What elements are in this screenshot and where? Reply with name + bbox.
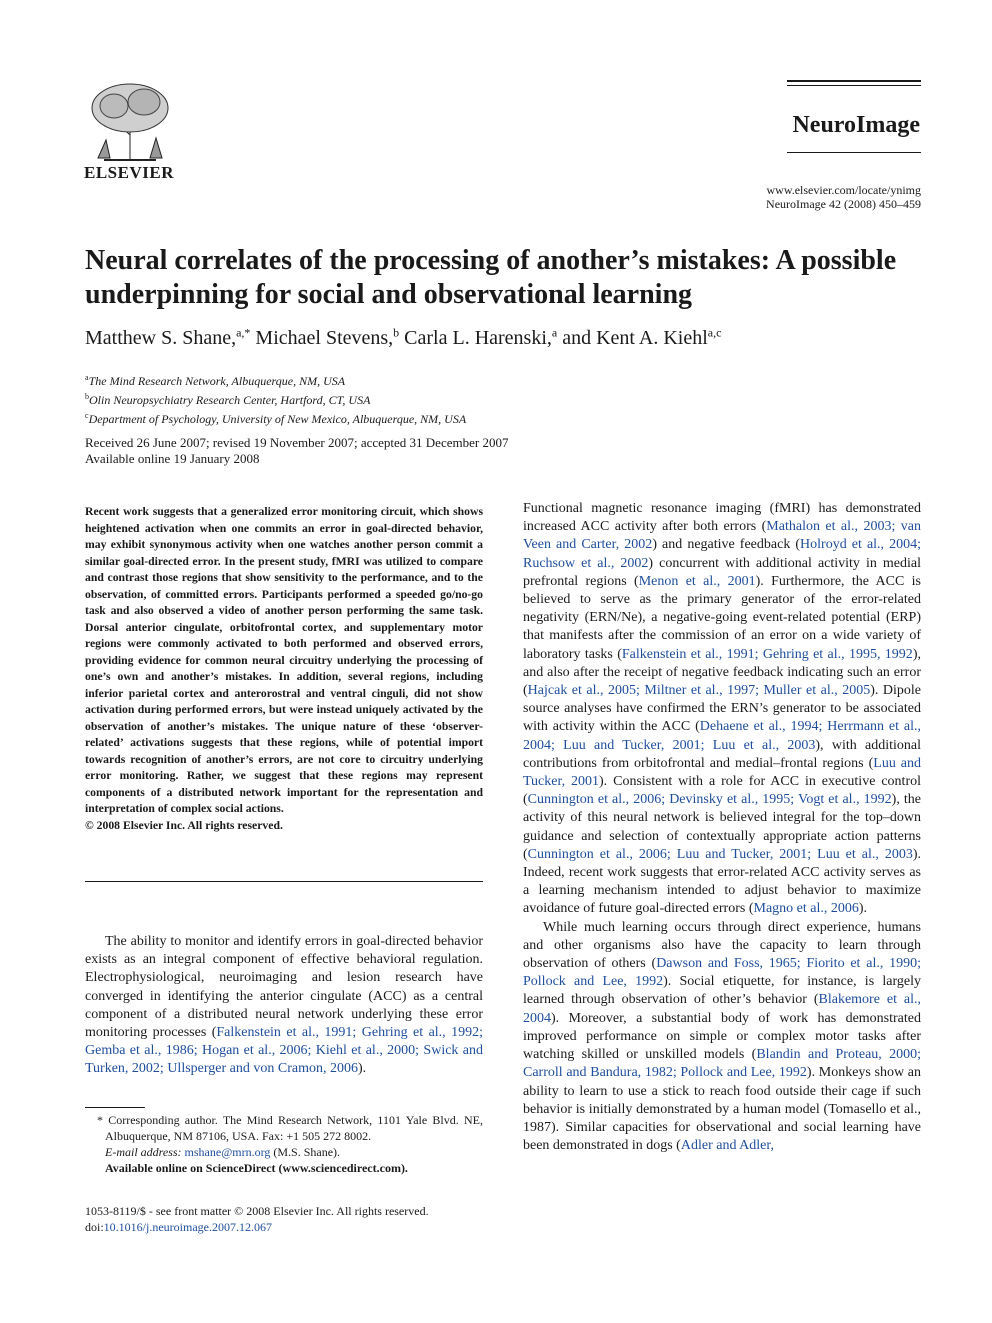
- affiliation-mark: b: [85, 392, 89, 401]
- body-text: ). Monkeys show an ability to learn to use a stick to reach food outside their cage if such behavior is initially demonstrated by a human model (Tomasello et al., 1987). Similar capacities for observational and social learning have been demonstrated in dogs (: [523, 1065, 921, 1154]
- email-label: E-mail address:: [105, 1145, 182, 1159]
- doi-line: [85, 1219, 483, 1235]
- journal-citation: NeuroImage 42 (2008) 450–459: [766, 197, 921, 211]
- body-text: ). Moreover, a substantial body of work has demonstrated improved performance on simple or complex motor tasks after watching skilled or unskilled models (: [523, 1010, 921, 1063]
- affiliation-list: [85, 370, 685, 427]
- citation-link[interactable]: Falkenstein et al., 1991; Gehring et al., 1992; Gemba et al., 1986; Hogan et al., 2006; Kiehl et al., 2000; Swick and Turken, 2002; Ullsperger and von Cramon, 2006: [85, 1025, 483, 1077]
- citation-link[interactable]: Adler and Adler,: [680, 1138, 774, 1154]
- abstract-divider: [85, 881, 483, 882]
- article-title-line: underpinning for social and observational learning: [85, 279, 693, 310]
- citation-link[interactable]: Dawson and Foss, 1965; Fiorito et al., 1990; Pollock and Lee, 1992: [523, 956, 921, 990]
- abstract: [85, 504, 483, 834]
- author-name: Carla L. Harenski,: [404, 327, 552, 349]
- body-text: While much learning occurs through direct experience, humans and other organisms also have the capacity to learn through observation of others (: [523, 919, 921, 972]
- affiliation-mark: c: [85, 411, 89, 420]
- doi-label: doi:: [85, 1220, 104, 1234]
- author-list: [85, 327, 925, 350]
- corresponding-author-note: * Corresponding author. The Mind Research Network, 1101 Yale Blvd. NE, Albuquerque, NM 87106, USA. Fax: +1 505 272 8002.: [97, 1113, 483, 1143]
- available-online-date: Available online 19 January 2008: [85, 451, 260, 466]
- citation-link[interactable]: Blakemore et al., 2004: [523, 992, 921, 1026]
- article-title: [85, 244, 925, 312]
- footnotes: [85, 1112, 483, 1176]
- doi-link[interactable]: 10.1016/j.neuroimage.2007.12.067: [103, 1220, 272, 1234]
- affiliation-text: Olin Neuropsychiatry Research Center, Hartford, CT, USA: [89, 393, 371, 407]
- email-link[interactable]: mshane@mrn.org: [184, 1145, 271, 1159]
- citation-link[interactable]: Blandin and Proteau, 2000; Carroll and Bandura, 1982; Pollock and Lee, 1992: [523, 1047, 921, 1081]
- body-text: ). Dipole source analyses have confirmed the ERN’s generator to be associated with activity within the ACC (: [523, 683, 922, 735]
- citation-link[interactable]: Falkenstein et al., 1991; Gehring et al., 1995, 1992: [621, 646, 913, 662]
- body-paragraph: [523, 500, 921, 919]
- author-name: Michael Stevens,: [255, 327, 394, 349]
- body-text: ). Furthermore, the ACC is believed to serve as the primary generator of the error-related negativity (ERN/Ne), a negative-going event-related potential (ERP) that manifests after the commission of an error on a wide variety of laboratory tasks (: [523, 573, 921, 662]
- body-text: ), and also after the receipt of negative feedback indicating such an error (: [523, 646, 921, 699]
- intro-paragraph: [85, 933, 483, 1079]
- author-affiliation-mark[interactable]: a: [551, 325, 558, 340]
- email-note: [85, 1144, 483, 1160]
- affiliation-item: [85, 389, 685, 408]
- body-text: ). Social etiquette, for instance, is largely learned through observation of other’s behavior (: [523, 974, 921, 1008]
- header-rule: [787, 80, 921, 82]
- body-text: ).: [858, 901, 868, 917]
- citation-link[interactable]: Mathalon et al., 2003; van Veen and Carter, 2002: [523, 519, 921, 553]
- affiliation-item: [85, 408, 685, 427]
- journal-url[interactable]: www.elsevier.com/locate/ynimg: [766, 183, 921, 197]
- header-rule: [787, 85, 921, 86]
- citation-link[interactable]: Hajcak et al., 2005; Miltner et al., 1997; Muller et al., 2005: [527, 683, 871, 699]
- body-text: ) concurrent with additional activity in medial prefrontal regions (: [523, 555, 921, 589]
- affiliation-mark: a: [85, 373, 89, 382]
- citation-link[interactable]: Dehaene et al., 1994; Herrmann et al., 2004; Luu and Tucker, 2001; Luu et al., 2003: [523, 719, 922, 753]
- body-paragraph: [523, 919, 921, 1156]
- right-column-body: [523, 500, 921, 1155]
- journal-name: NeuroImage: [792, 112, 920, 138]
- abstract-text: Recent work suggests that a generalized error monitoring circuit, which shows heightened activation when one commits an error in goal-directed behavior, may exhibit synonymous activity when one watches another person commit a similar goal-directed error. In the present study, fMRI was utilized to compare and contrast those regions that show sensitivity to the performance, and to the observation, of committed errors. Participants performed a speeded go/no-go task and also observed a video of another person performing the same task. Dorsal anterior cingulate, orbitofrontal cortex, and supplementary motor regions were commonly activated to both performed and observed errors, providing evidence for common neural circuitry underlying the processing of one’s own and another’s mistakes. In addition, several regions, including inferior parietal cortex and anterorostral and ventral cinguli, did not show activation during performed errors, but were instead uniquely activated by the observation of another’s mistakes. The unique nature of these ‘observer-related’ activations suggests that these regions, while of potential import towards recognition of another’s errors, are not core to circuitry underlying error monitoring. Rather, we suggest that these regions may represent components of a distributed network important for the representation and interpretation of complex social actions.: [85, 505, 483, 815]
- citation-link[interactable]: Luu and Tucker, 2001: [523, 755, 922, 790]
- footnote-divider: [85, 1107, 145, 1108]
- citation-link[interactable]: Magno et al., 2006: [753, 901, 859, 917]
- body-text: ), the activity of this neural network is believed integral for the top–down guidance and selection of contextually appropriate action patterns (: [523, 792, 921, 862]
- header-rule: [787, 152, 921, 153]
- sciencedirect-note: Available online on ScienceDirect (www.sciencedirect.com).: [105, 1161, 408, 1175]
- publisher-name: ELSEVIER: [84, 163, 174, 182]
- body-text: ). Indeed, recent work suggests that error-related ACC activity serves as a learning mechanism intended to adjust behavior to maximize avoidance of future goal-directed errors (: [523, 846, 921, 917]
- article-title-line: Neural correlates of the processing of another’s mistakes: A possible: [85, 245, 897, 276]
- article-history: [85, 435, 685, 467]
- affiliation-item: [85, 370, 685, 389]
- body-text: ) and negative feedback (: [652, 537, 801, 553]
- received-dates: Received 26 June 2007; revised 19 November 2007; accepted 31 December 2007: [85, 435, 509, 450]
- email-suffix: (M.S. Shane).: [273, 1145, 341, 1159]
- body-text: ), with additional contributions from orbitofrontal and medial–frontal regions (: [523, 737, 921, 771]
- issn-line: 1053-8119/$ - see front matter © 2008 Elsevier Inc. All rights reserved.: [85, 1204, 429, 1218]
- author-affiliation-mark[interactable]: a,*: [236, 325, 251, 340]
- intro-text: ).: [357, 1061, 367, 1077]
- citation-link[interactable]: Menon et al., 2001: [638, 573, 756, 589]
- author-name: and Kent A. Kiehl: [562, 327, 708, 349]
- abstract-copyright: © 2008 Elsevier Inc. All rights reserved.: [85, 818, 283, 832]
- citation-link[interactable]: Cunnington et al., 2006; Devinsky et al., 1995; Vogt et al., 1992: [527, 792, 892, 808]
- affiliation-text: The Mind Research Network, Albuquerque, NM, USA: [88, 374, 346, 388]
- citation-link[interactable]: Holroyd et al., 2004; Ruchsow et al., 2002: [523, 537, 921, 571]
- affiliation-text: Department of Psychology, University of New Mexico, Albuquerque, NM, USA: [88, 412, 467, 426]
- citation-link[interactable]: Cunnington et al., 2006; Luu and Tucker, 2001; Luu et al., 2003: [527, 846, 913, 862]
- author-affiliation-mark[interactable]: a,c: [707, 325, 722, 340]
- author-affiliation-mark[interactable]: b: [393, 325, 400, 340]
- body-text: Functional magnetic resonance imaging (fMRI) has demonstrated increased ACC activity after both errors (: [523, 501, 921, 535]
- body-text: ). Consistent with a role for ACC in executive control (: [523, 774, 921, 808]
- intro-text: The ability to monitor and identify errors in goal-directed behavior exists as an integral component of effective behavioral regulation. Electrophysiological, neuroimaging and lesion research have converged in identifying the anterior cingulate (ACC) as a central component of a distributed neural network underlying these error monitoring processes (: [85, 934, 483, 1041]
- author-name: Matthew S. Shane,: [85, 327, 237, 349]
- front-matter: [85, 1203, 483, 1235]
